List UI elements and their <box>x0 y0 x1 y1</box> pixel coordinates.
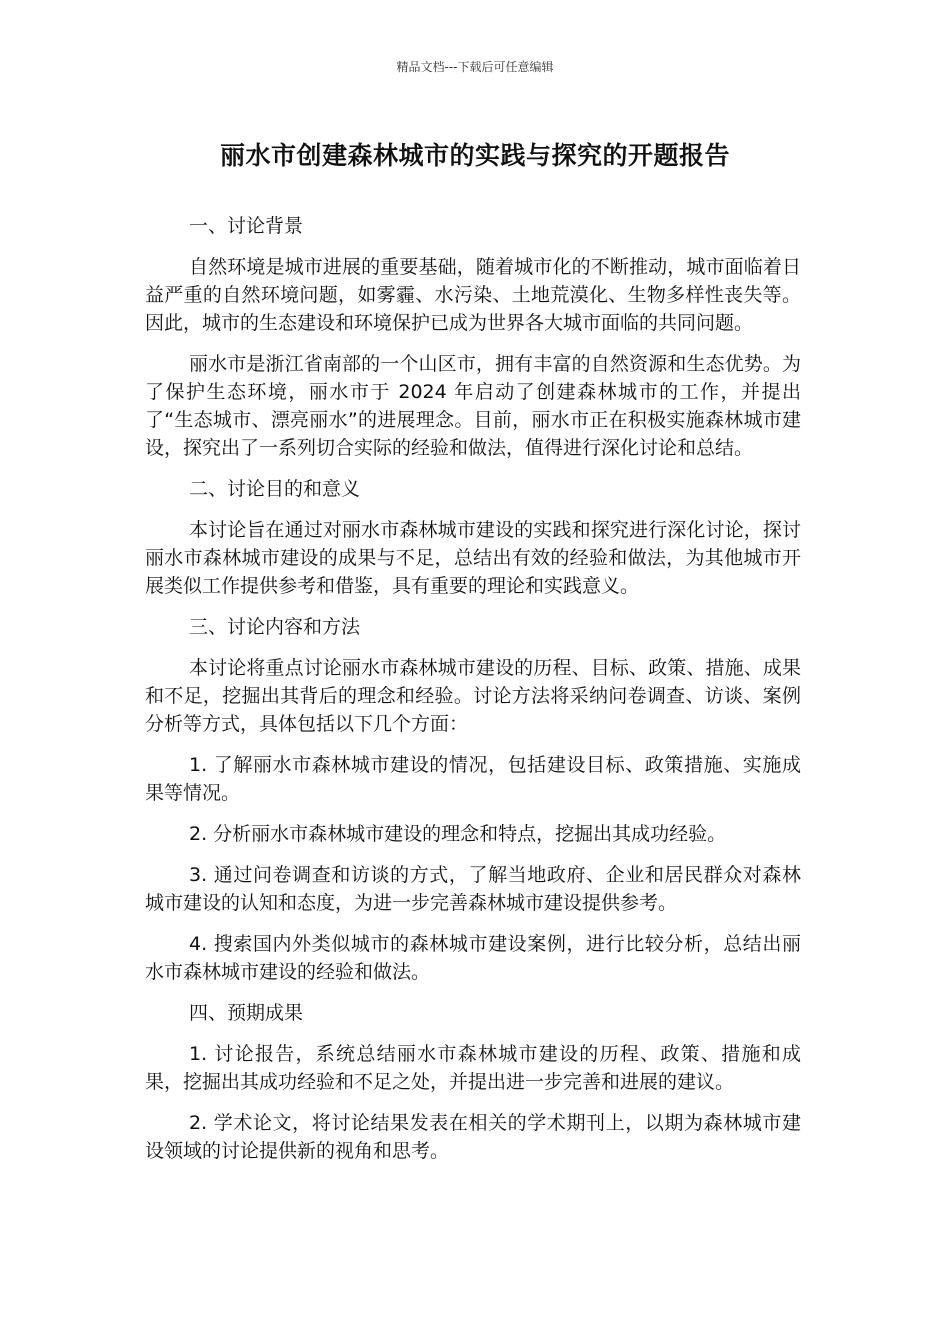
list-item-outcome-2: 2. 学术论文，将讨论结果发表在相关的学术期刊上，以期为森林城市建设领域的讨论提供新的视角和思考。 <box>145 1112 801 1162</box>
document-body <box>145 212 801 1178</box>
list-item-method-2: 2. 分析丽水市森林城市建设的理念和特点，挖掘出其成功经验。 <box>189 823 727 845</box>
paragraph-methods: 本讨论将重点讨论丽水市森林城市建设的历程、目标、政策、措施、成果和不足，挖掘出其背后的理念和经验。讨论方法将采纳问卷调查、访谈、案例分析等方式，具体包括以下几个方面： <box>145 657 801 735</box>
paragraph-background-2: 丽水市是浙江省南部的一个山区市，拥有丰富的自然资源和生态优势。为了保护生态环境，丽水市于 2024 年启动了创建森林城市的工作，并提出了“生态城市、漂亮丽水”的进展理念。目前，丽水市正在积极实施森林城市建设，探究出了一系列切合实际的经验和做法，值得进行深化讨论和总结。 <box>145 353 801 459</box>
header-note: 精品文档---下载后可任意编辑 <box>396 60 554 74</box>
paragraph-purpose: 本讨论旨在通过对丽水市森林城市建设的实践和探究进行深化讨论，探讨丽水市森林城市建设的成果与不足，总结出有效的经验和做法，为其他城市开展类似工作提供参考和借鉴，具有重要的理论和实践意义。 <box>145 519 801 597</box>
document-title: 丽水市创建森林城市的实践与探究的开题报告 <box>219 141 730 170</box>
section-heading-purpose: 二、讨论目的和意义 <box>189 478 361 500</box>
section-heading-methods: 三、讨论内容和方法 <box>189 616 361 638</box>
section-heading-background: 一、讨论背景 <box>189 215 304 237</box>
section-heading-outcomes: 四、预期成果 <box>189 1002 304 1024</box>
list-item-method-1: 1. 了解丽水市森林城市建设的情况，包括建设目标、政策措施、实施成果等情况。 <box>145 754 801 804</box>
list-item-method-3: 3. 通过问卷调查和访谈的方式，了解当地政府、企业和居民群众对森林城市建设的认知和态度，为进一步完善森林城市建设提供参考。 <box>145 864 801 914</box>
list-item-method-4: 4. 搜索国内外类似城市的森林城市建设案例，进行比较分析，总结出丽水市森林城市建设的经验和做法。 <box>145 933 801 983</box>
list-item-outcome-1: 1. 讨论报告，系统总结丽水市森林城市建设的历程、政策、措施和成果，挖掘出其成功经验和不足之处，并提出进一步完善和进展的建议。 <box>145 1043 801 1093</box>
paragraph-background-1: 自然环境是城市进展的重要基础，随着城市化的不断推动，城市面临着日益严重的自然环境问题，如雾霾、水污染、土地荒漠化、生物多样性丧失等。因此，城市的生态建设和环境保护已成为世界各大城市面临的共同问题。 <box>145 256 801 334</box>
